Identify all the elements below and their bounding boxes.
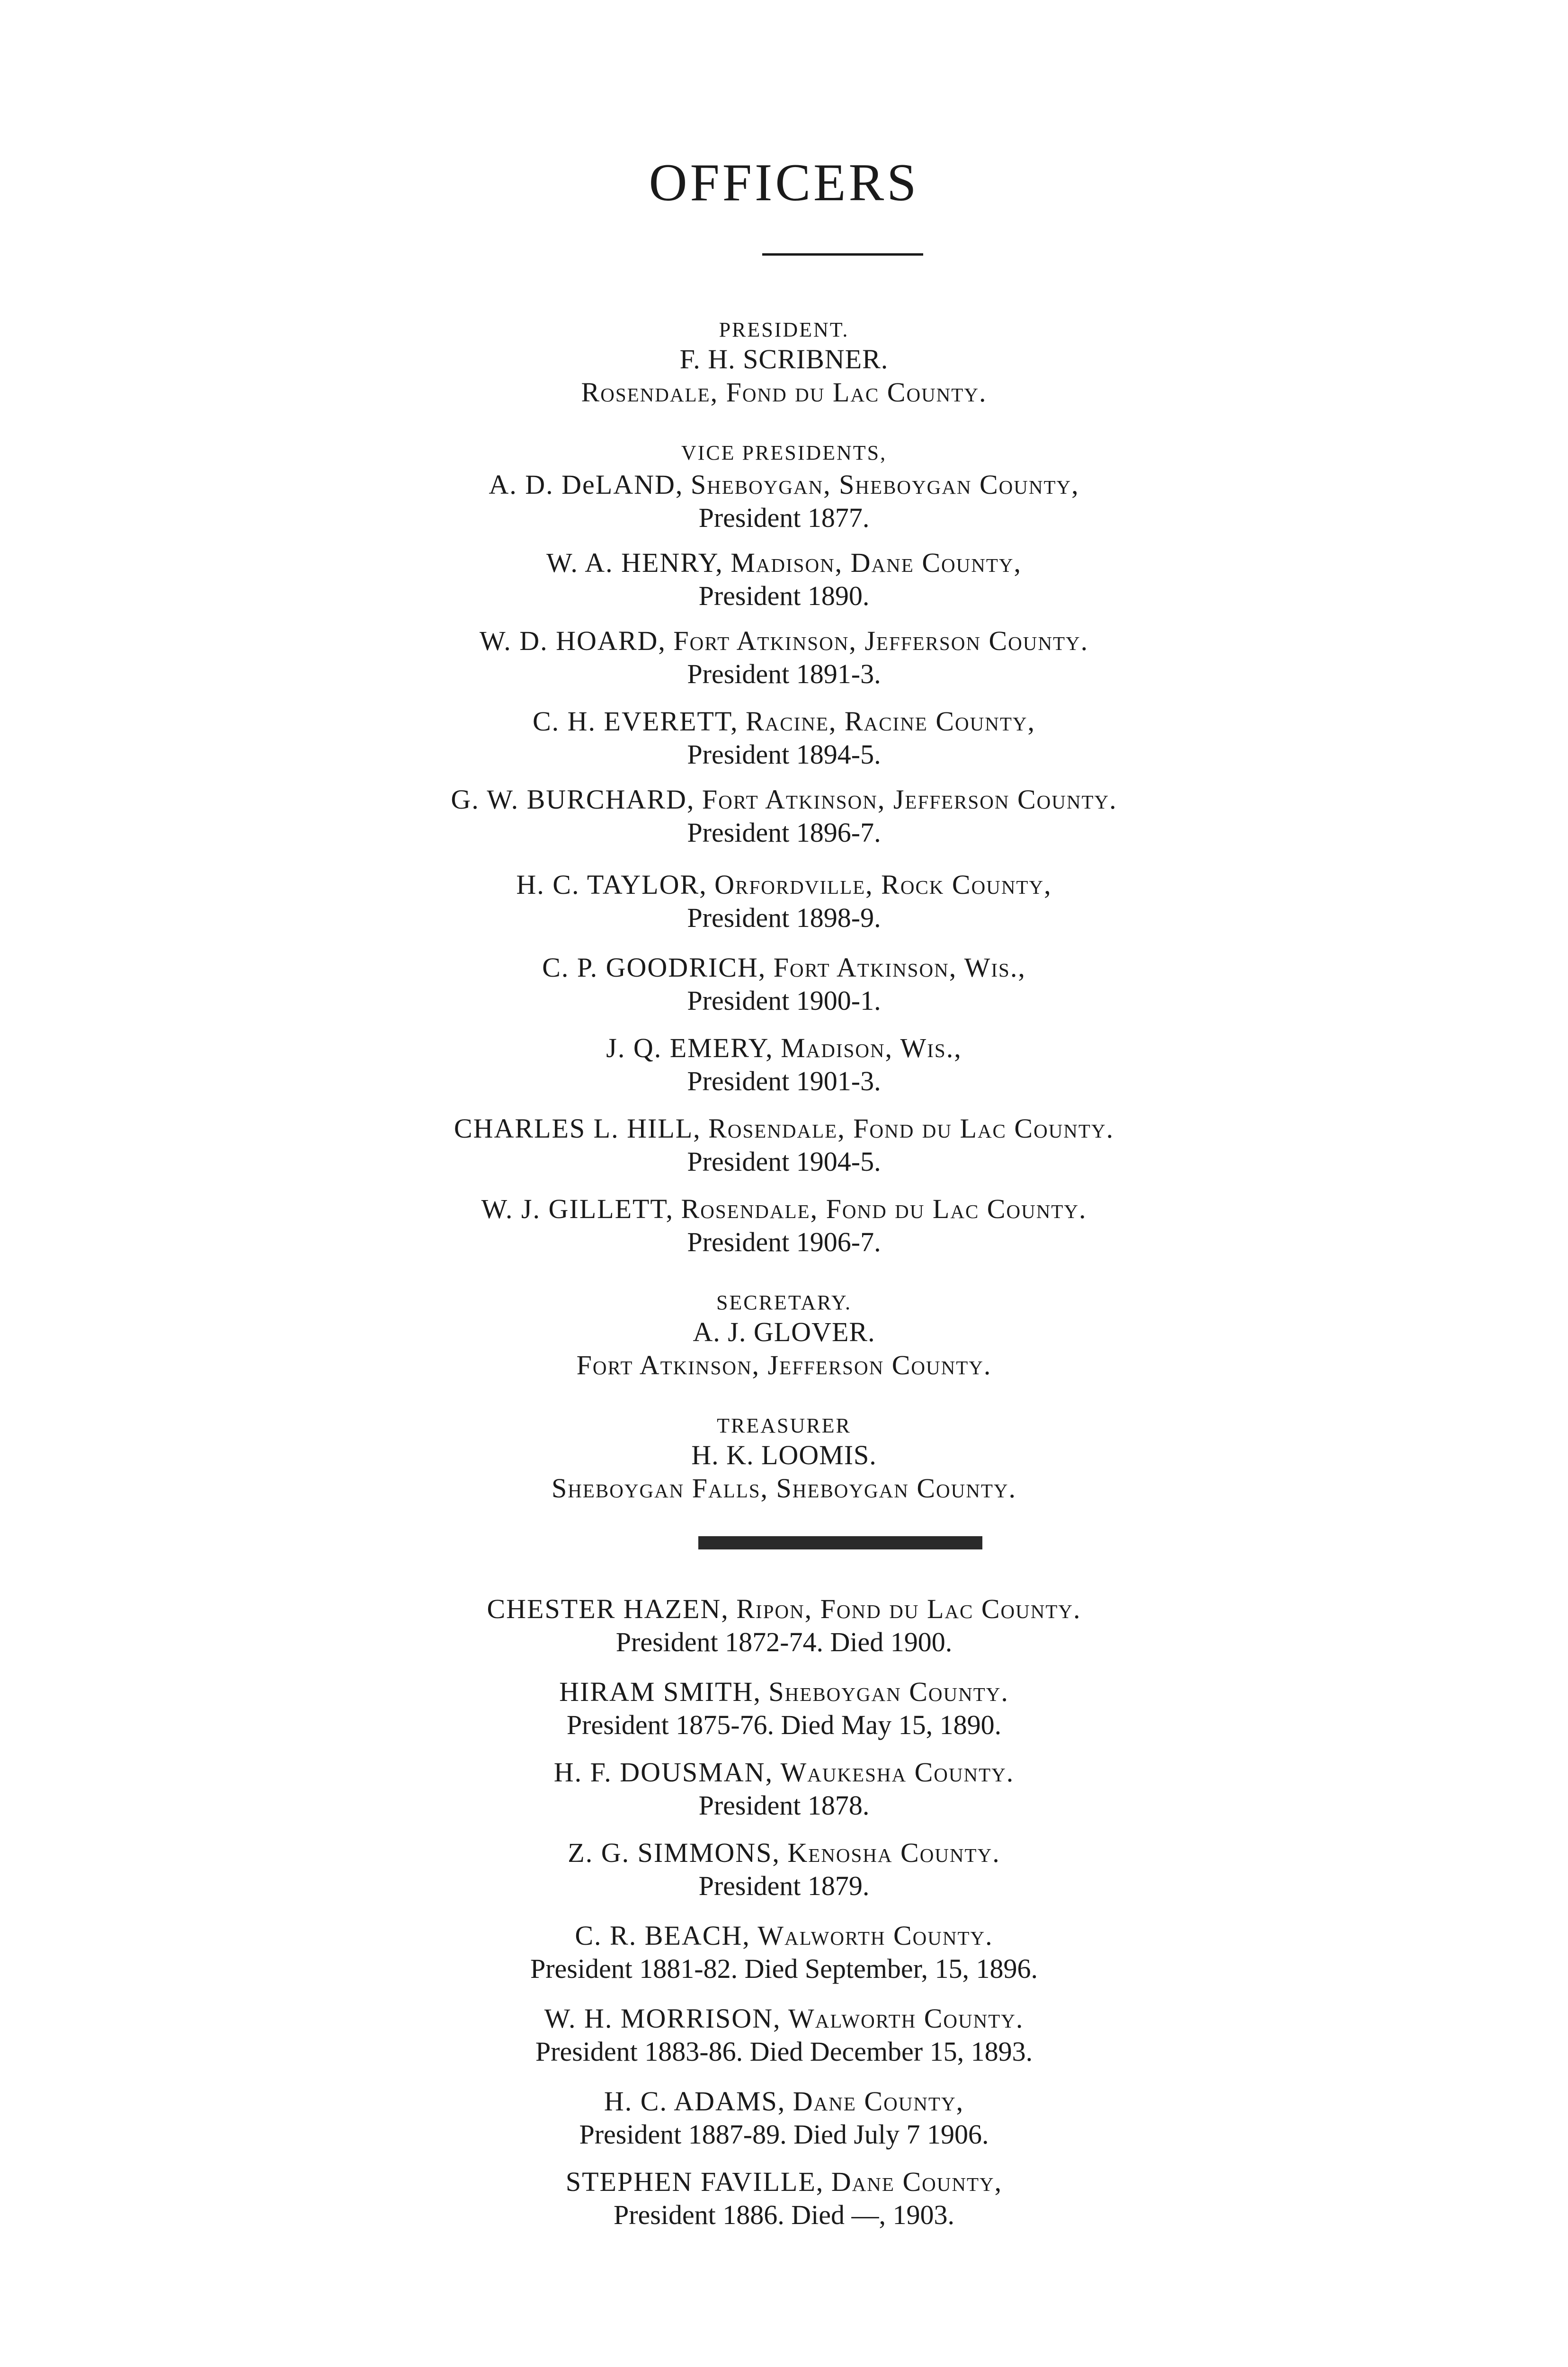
past-president-name: STEPHEN FAVILLE, [565,2166,824,2197]
vice-president-note: President 1904-5. [687,1146,881,1177]
treasurer-place: Sheboygan Falls, Sheboygan County. [551,1473,1017,1504]
past-president-note: President 1881-82. Died September, 15, 1896. [530,1953,1038,1984]
vice-presidents-heading: VICE PRESIDENTS, [681,441,887,464]
vice-president-name: C. H. EVERETT, [532,706,739,737]
vice-president-name: G. W. BURCHARD, [451,784,695,815]
past-president-name: H. F. DOUSMAN, [553,1757,773,1788]
vice-president-note: President 1898-9. [687,902,881,933]
vice-president-place: Madison, Dane County, [731,547,1022,578]
vice-president-place: Rosendale, Fond du Lac County. [708,1113,1114,1144]
secretary-name: A. J. GLOVER. [693,1317,875,1347]
past-president-entry [0,2088,1568,2115]
vice-president-note: President 1891-3. [687,658,881,689]
vice-president-entry [0,786,1568,813]
past-president-entry [0,1839,1568,1867]
vice-president-place: Sheboygan, Sheboygan County, [690,469,1079,500]
past-president-place: Walworth County. [757,1920,993,1951]
past-president-place: Sheboygan County. [768,1676,1009,1707]
vice-president-note: President 1901-3. [687,1066,881,1096]
vice-president-note: President 1894-5. [687,739,881,770]
page-title: OFFICERS [649,153,919,212]
vice-president-note: President 1877. [698,502,870,533]
vice-president-name: J. Q. EMERY, [606,1032,774,1063]
vice-president-place: Fort Atkinson, Jefferson County. [673,625,1089,656]
treasurer-name: H. K. LOOMIS. [691,1440,877,1470]
past-president-name: Z. G. SIMMONS, [568,1837,780,1868]
vice-president-entry [0,549,1568,577]
vice-president-entry [0,708,1568,735]
vice-president-name: W. J. GILLETT, [481,1193,674,1224]
vice-president-place: Orfordville, Rock County, [714,869,1052,900]
past-president-entry [0,2005,1568,2032]
president-name: F. H. SCRIBNER. [679,344,889,374]
treasurer-heading: TREASURER [717,1414,851,1437]
past-president-place: Waukesha County. [780,1757,1015,1788]
vice-president-place: Racine, Racine County, [745,706,1036,737]
past-president-note: President 1878. [698,1790,870,1821]
vice-president-place: Fort Atkinson, Jefferson County. [702,784,1117,815]
past-president-entry [0,1922,1568,1949]
vice-president-place: Rosendale, Fond du Lac County. [681,1193,1087,1224]
past-president-note: President 1883-86. Died December 15, 1893. [535,2036,1033,2067]
secretary-place: Fort Atkinson, Jefferson County. [576,1350,992,1380]
past-president-note: President 1886. Died —, 1903. [613,2199,955,2230]
vice-president-place: Madison, Wis., [781,1032,962,1063]
vice-president-name: C. P. GOODRICH, [542,952,766,983]
past-president-note: President 1887-89. Died July 7 1906. [579,2119,989,2150]
past-president-place: Walworth County. [788,2003,1024,2034]
past-president-place: Kenosha County. [787,1837,1000,1868]
vice-president-entry [0,627,1568,655]
past-president-note: President 1872-74. Died 1900. [615,1627,953,1657]
past-president-name: HIRAM SMITH, [559,1676,761,1707]
secretary-heading: SECRETARY. [716,1291,852,1314]
past-president-entry [0,1678,1568,1706]
vice-president-note: President 1896-7. [687,817,881,848]
vice-president-name: A. D. DeLAND, [489,469,684,500]
vice-president-place: Fort Atkinson, Wis., [773,952,1026,983]
president-heading: PRESIDENT. [719,318,849,341]
vice-president-name: W. D. HOARD, [479,625,666,656]
past-president-name: CHESTER HAZEN, [487,1593,729,1624]
past-president-entry [0,1595,1568,1623]
past-president-place: Dane County, [831,2166,1003,2197]
past-president-place: Ripon, Fond du Lac County. [736,1593,1081,1624]
past-president-note: President 1879. [698,1870,870,1901]
vice-president-entry [0,1034,1568,1062]
past-president-entry [0,1759,1568,1786]
vice-president-entry [0,954,1568,981]
vice-president-entry [0,1195,1568,1223]
vice-president-entry [0,1115,1568,1142]
vice-president-entry [0,871,1568,899]
vice-president-entry [0,471,1568,498]
president-place: Rosendale, Fond du Lac County. [581,377,987,408]
vice-president-note: President 1890. [698,580,870,611]
vice-president-name: W. A. HENRY, [546,547,723,578]
memorial-divider [698,1536,982,1549]
past-president-name: W. H. MORRISON, [544,2003,781,2034]
past-president-place: Dane County, [793,2086,964,2117]
vice-president-name: CHARLES L. HILL, [454,1113,701,1144]
vice-president-note: President 1900-1. [687,985,881,1016]
past-president-note: President 1875-76. Died May 15, 1890. [566,1709,1002,1740]
past-president-entry [0,2168,1568,2196]
past-president-name: H. C. ADAMS, [604,2086,786,2117]
past-president-name: C. R. BEACH, [575,1920,750,1951]
vice-president-name: H. C. TAYLOR, [516,869,707,900]
title-divider [762,253,923,256]
vice-president-note: President 1906-7. [687,1227,881,1257]
